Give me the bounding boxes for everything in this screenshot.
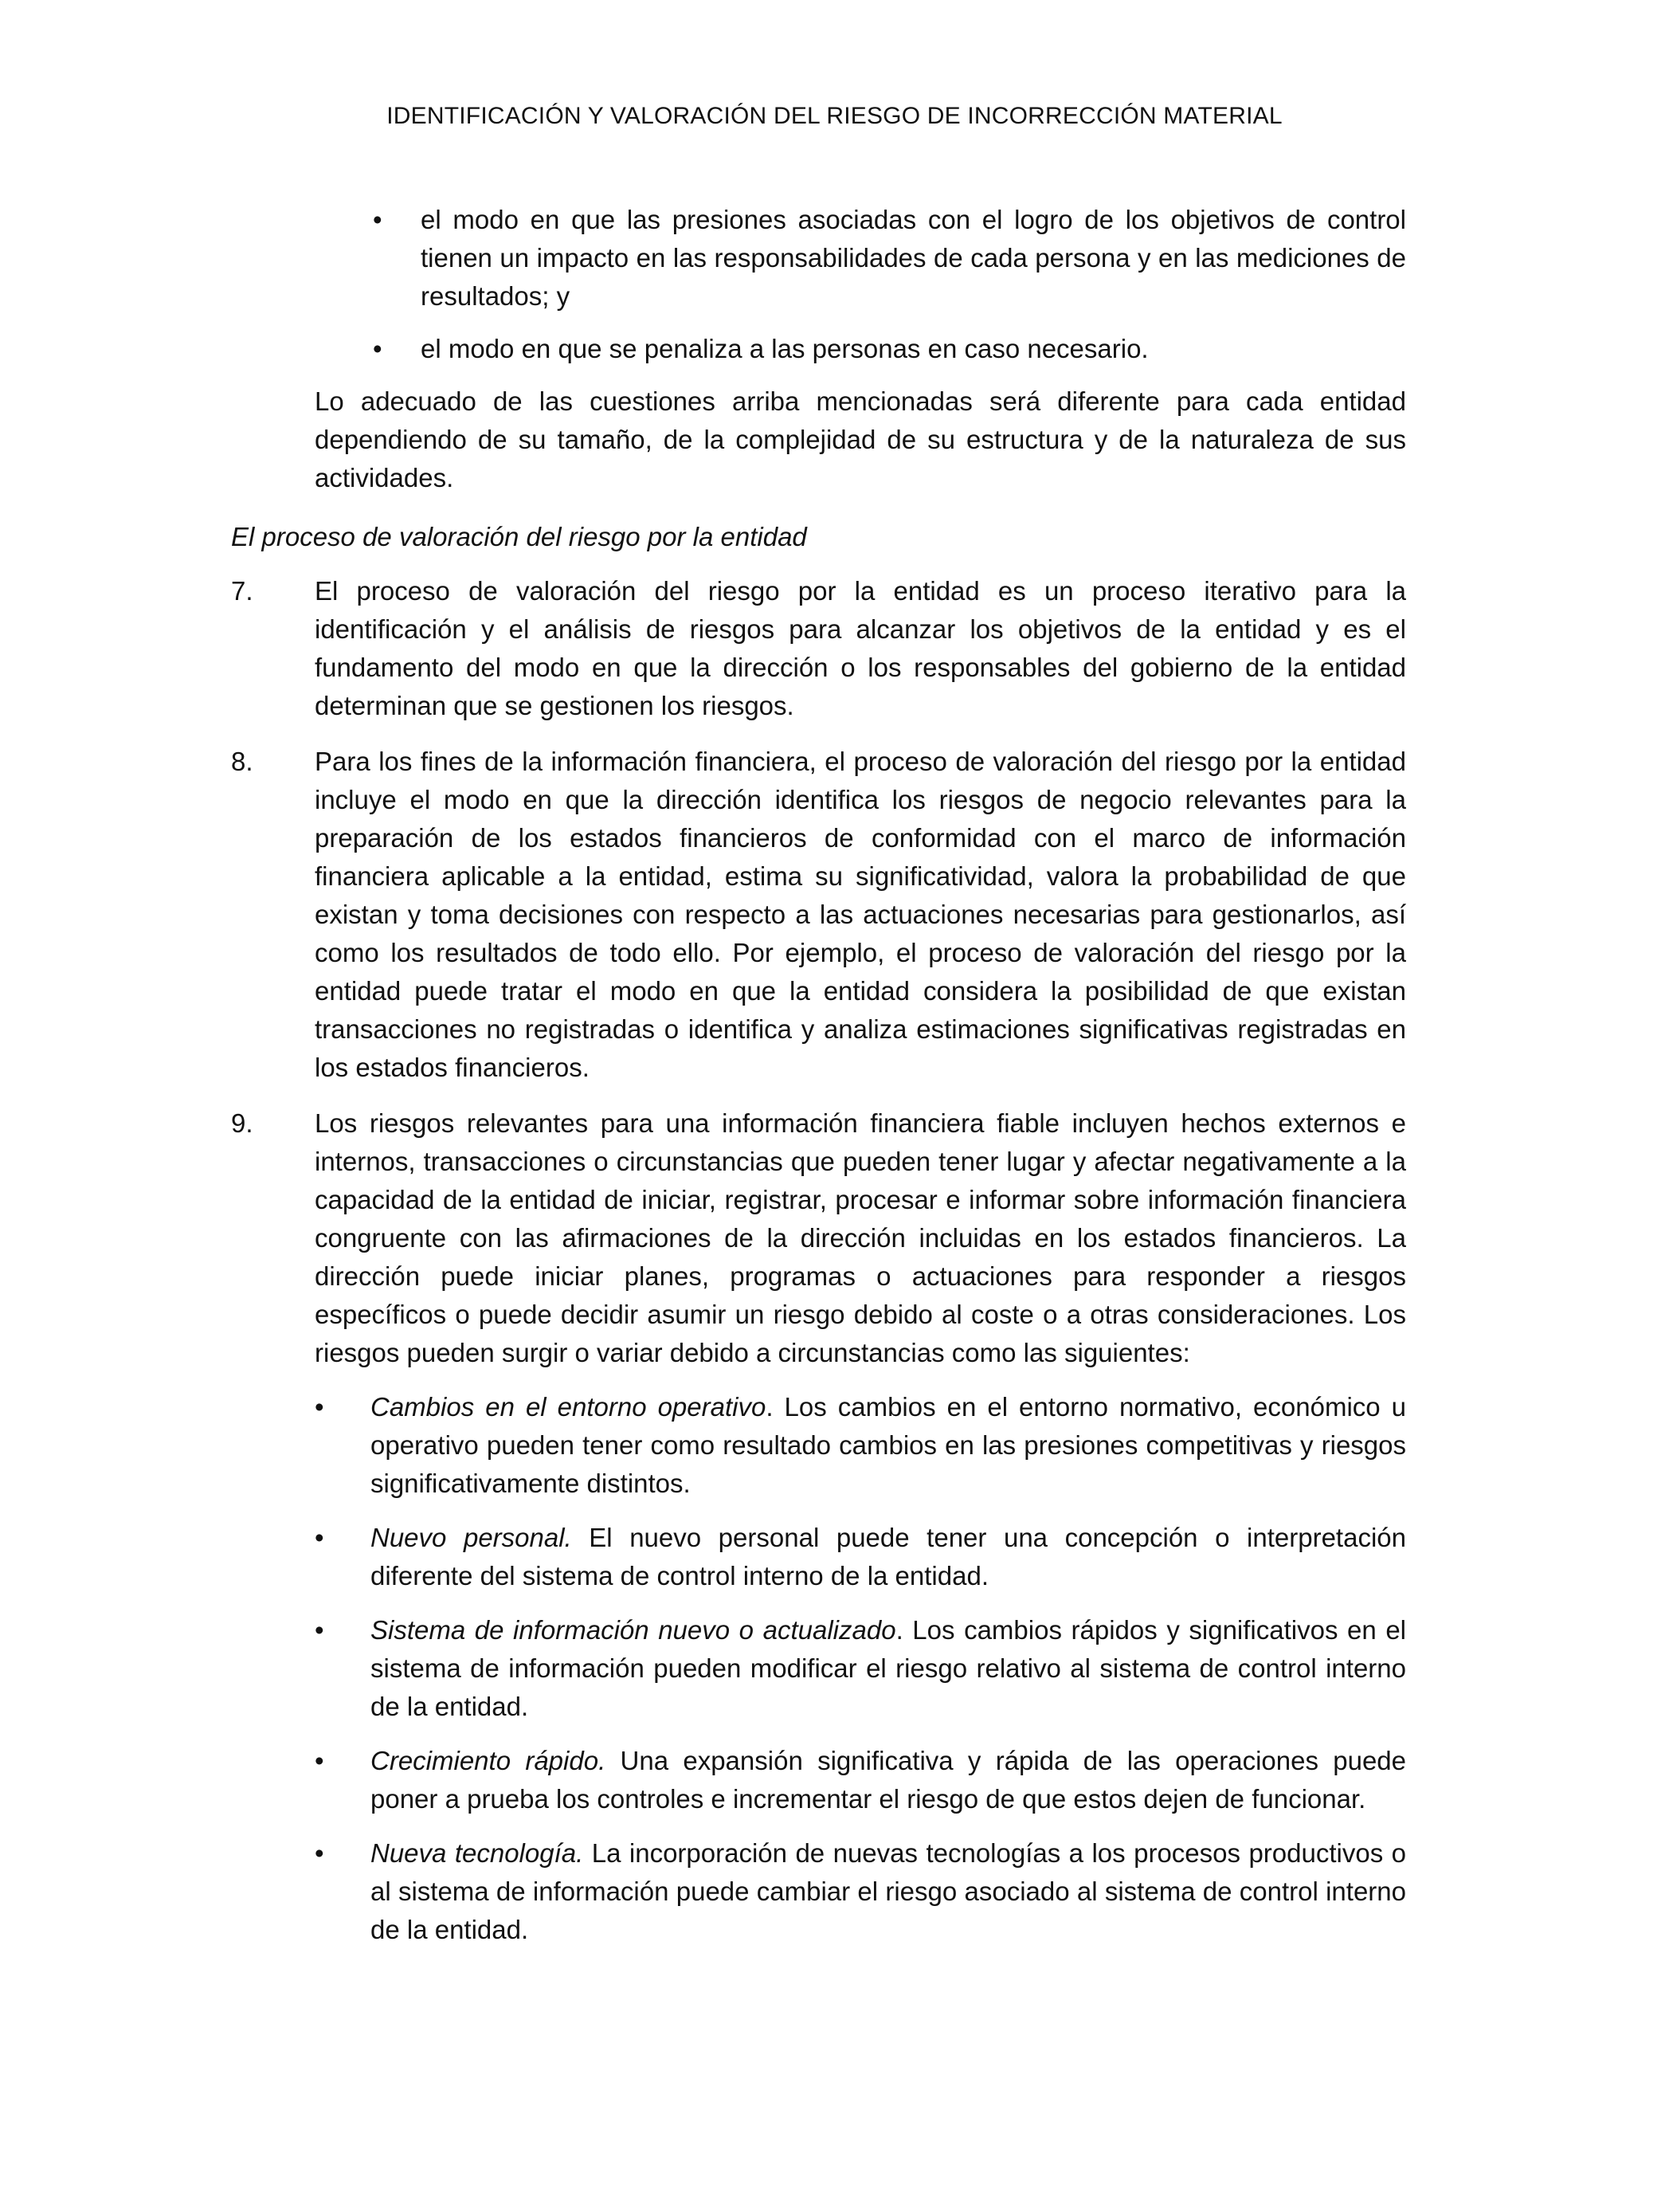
bullet-icon: • <box>315 1746 324 1775</box>
paragraph-number: 9. <box>231 1108 253 1138</box>
numbered-paragraph <box>231 572 1406 725</box>
list-item-text: el modo en que las presiones asociadas con el logro de los objetivos de control tienen un impacto en las responsabilidades de cada persona y en las mediciones de resultados; y <box>421 205 1406 311</box>
paragraph-number: 7. <box>231 576 253 606</box>
list-item-term: Sistema de información nuevo o actualizado <box>370 1615 896 1645</box>
bullet-icon: • <box>315 1523 324 1552</box>
list-item-term: Cambios en el entorno operativo <box>370 1392 766 1422</box>
paragraph-text: Los riesgos relevantes para una información financiera fiable incluyen hechos externos e internos, transacciones o circunstancias que pueden tener lugar y afectar negativamente a la capacidad de la entidad de iniciar, registrar, procesar e informar sobre información financiera congruente con las afirmaciones de la dirección incluidas en los estados financieros. La dirección puede iniciar planes, programas o actuaciones para responder a riesgos específicos o puede decidir asumir un riesgo debido al coste o a otras consideraciones. Los riesgos pueden surgir o variar debido a circunstancias como las siguientes: <box>315 1108 1406 1367</box>
list-item-description: Una expansión significativa y rápida de las operaciones puede poner a prueba los controles e incrementar el riesgo de que estos dejen de funcionar. <box>370 1746 1407 1814</box>
list-item <box>315 1611 1406 1726</box>
closing-paragraph: Lo adecuado de las cuestiones arriba mencionadas será diferente para cada entidad dependiendo de su tamaño, de la complejidad de su estructura y de la naturaleza de sus actividades. <box>315 386 1406 492</box>
paragraph-number: 8. <box>231 747 253 776</box>
list-item-description: . Los cambios en el entorno normativo, económico u operativo pueden tener como resultado cambios en las presiones competitivas y riesgos significativamente distintos. <box>370 1392 1406 1498</box>
section-heading: El proceso de valoración del riesgo por la entidad <box>231 522 807 551</box>
list-item-text <box>370 1834 1406 1949</box>
numbered-paragraph <box>231 1104 1406 1372</box>
list-item <box>315 1388 1406 1503</box>
bullet-icon: • <box>373 334 382 363</box>
list-item <box>373 201 1406 316</box>
list-item-term: Nuevo personal. <box>370 1523 572 1552</box>
bullet-icon: • <box>373 205 382 234</box>
bullet-icon: • <box>315 1615 324 1645</box>
list-item-text: el modo en que se penaliza a las personas en caso necesario. <box>421 334 1149 363</box>
numbered-paragraph <box>231 743 1406 1087</box>
list-item-text <box>370 1388 1406 1503</box>
list-item-text <box>370 1742 1406 1818</box>
list-item-term: Crecimiento rápido. <box>370 1746 606 1775</box>
list-item <box>373 330 1406 368</box>
page-header: IDENTIFICACIÓN Y VALORACIÓN DEL RIESGO DE INCORRECCIÓN MATERIAL <box>386 103 1283 129</box>
list-item-term: Nueva tecnología. <box>370 1838 584 1868</box>
list-item <box>315 1742 1406 1818</box>
list-item-description: El nuevo personal puede tener una concepción o interpretación diferente del sistema de control interno de la entidad. <box>370 1523 1406 1590</box>
paragraph-text: El proceso de valoración del riesgo por la entidad es un proceso iterativo para la identificación y el análisis de riesgos para alcanzar los objetivos de la entidad y es el fundamento del modo en que la dirección o los responsables del gobierno de la entidad determinan que se gestionen los riesgos. <box>315 576 1406 720</box>
paragraph-text: Para los fines de la información financiera, el proceso de valoración del riesgo por la entidad incluye el modo en que la dirección identifica los riesgos de negocio relevantes para la preparación de los estados financieros de conformidad con el marco de información financiera aplicable a la entidad, estima su significatividad, valora la probabilidad de que existan y toma decisiones con respecto a las actuaciones necesarias para gestionarlos, así como los resultados de todo ello. Por ejemplo, el proceso de valoración del riesgo por la entidad puede tratar el modo en que la entidad considera la posibilidad de que existan transacciones no registradas o identifica y analiza estimaciones significativas registradas en los estados financieros. <box>315 747 1406 1082</box>
bullet-icon: • <box>315 1392 324 1422</box>
page-content <box>231 201 1406 1949</box>
list-item-description: . Los cambios rápidos y significativos en el sistema de información pueden modificar el riesgo relativo al sistema de control interno de la entidad. <box>370 1615 1407 1721</box>
list-item-description: La incorporación de nuevas tecnologías a los procesos productivos o al sistema de información puede cambiar el riesgo asociado al sistema de control interno de la entidad. <box>370 1838 1406 1944</box>
list-item-text <box>370 1611 1406 1726</box>
list-item <box>315 1834 1406 1949</box>
list-item-text <box>370 1519 1406 1595</box>
bullet-icon: • <box>315 1838 324 1868</box>
list-item <box>315 1519 1406 1595</box>
